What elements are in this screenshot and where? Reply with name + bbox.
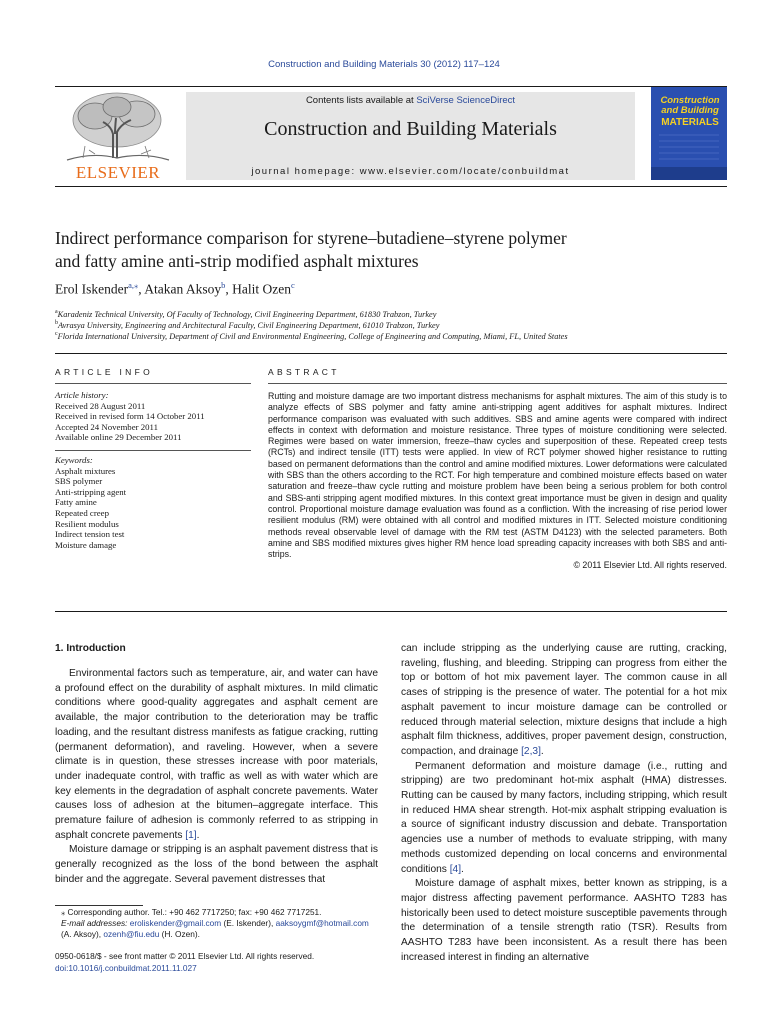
header-separator <box>55 353 727 354</box>
abstract-body <box>268 391 727 572</box>
keyword-item: Moisture damage <box>55 539 117 550</box>
history-received: Received 28 August 2011 <box>55 400 146 411</box>
keyword-item: SBS polymer <box>55 476 103 487</box>
body-left-column <box>55 667 378 888</box>
abstract-heading: ABSTRACT <box>268 367 340 377</box>
paragraph-text: Permanent deformation and moisture damage (i.e., rutting and stripping) are two predominant hot-mix asphalt (HMA) distresses. Rutting can be caused by many factors, including stripping, which result in reduced HMA shear strength. Hot-mix asphalt stripping evaluation is a source of significant industry discussion and debate. Transportation agencies use a number of methods to evaluate stripping, with many methods customized depending on local concerns and environmental conditions <box>401 760 727 875</box>
cover-title-b: MATERIALS <box>661 117 719 128</box>
masthead-bottom-rule <box>55 186 727 187</box>
keyword-item: Asphalt mixtures <box>55 465 116 476</box>
author-name: Erol Iskender <box>55 281 129 297</box>
paragraph <box>401 760 727 878</box>
abstract-rule <box>268 383 727 384</box>
keyword-item: Fatty amine <box>55 497 97 508</box>
journal-name: Construction and Building Materials <box>264 118 557 140</box>
email-link[interactable]: eroliskender@gmail.com <box>129 918 222 929</box>
paragraph <box>55 667 378 843</box>
author-affil-mark[interactable]: a,⁎ <box>128 280 139 290</box>
article-info-panel <box>55 390 251 550</box>
paragraph-text: Environmental factors such as temperature, air, and water can have a profound effect on the durability of asphalt mixtures. In mild climatic conditions where good-quality aggregates and asphalt cement are available, the major contribution to the deterioration may be traffic loading, and the resultant distress manifests as fatigue cracking, rutting (permanent deformation), and raveling. However, when a severe climate is in question, these stresses increase with poor materials, under inadequate control, with traffic as well as with water which are key elements in the degradation of asphalt concrete pavements. Water causes loss of adhesion at the bitumen–aggregate interface. This premature failure of adhesion is commonly referred to as stripping in asphalt concrete pavements <box>55 668 378 841</box>
abstract-copyright: © 2011 Elsevier Ltd. All rights reserved. <box>573 560 727 571</box>
email-label: E-mail addresses: <box>61 918 130 929</box>
affil-mark: b <box>55 320 58 326</box>
affil-mark: a <box>55 309 58 315</box>
paragraph-text: can include stripping as the underlying cause are rutting, cracking, raveling, flushing, and bleeding. Stripping can progress from either the top or bottom of hot mix pavement layer. The common cause in all cases of stripping is the presence of water. The potential for a hot mix asphalt pavement to incur moisture damage can be controlled or reduced through material selection, mixture designs that include a high asphalt film thickness, additives, proper pavement design, construction, compaction, and drainage <box>401 643 727 757</box>
abstract-separator <box>55 611 727 612</box>
history-accepted: Accepted 24 November 2011 <box>55 421 159 432</box>
abstract-text: Rutting and moisture damage are two important distress mechanisms for asphalt mixtures. The aim of this study is to analyze effects of SBS polymer and fatty amine anti-stripping agent additives for asphalt mixtures. Indirect performance comparison was evaluated with such additives. SBS and amine agents were compared with indirect effects in context with deformation and moisture resistance. Three types of moisture conditioning were selected. Regimes were based on water immersion, freeze–thaw cycles and superposition of these. Repeated creep tests (RCTs) and indirect tensile (ITT) tests were applied. In view of RCT polymer showed higher resistance to rutting based on permanent deformations than the control and amine modified mixtures. Lower deformations were calculated with SBS than the others according to the RCT. For high temperature and combined moisture effects based on water saturation and freeze–thaw cycle rutting and moisture problem have been being a serious problem for both control and SBS-anti stripping agent modified mixtures. In this context great importance must be given in design and quality control. Proportional moisture damage evaluation was found as a confliction. With the increasing of rise period lower resilient modulus (RM) were obtained with all control and modified mixtures in ITT. Selected moisture conditioning methods reveal observable level of damage with the RM test (ASTM D4123) with the selected parameters. Both amine and SBS modified mixtures gives higher RM hence load spreading capacity increases with both SBS and anti-strips. <box>268 391 727 560</box>
body-right-column <box>401 642 727 965</box>
title-line-1: Indirect performance comparison for styrene–butadiene–styrene polymer <box>55 228 567 248</box>
masthead-top-rule <box>55 86 727 87</box>
journal-cover-thumbnail[interactable] <box>651 87 727 180</box>
footnote <box>55 907 378 941</box>
paragraph-end: . <box>540 745 544 757</box>
author-sep: , <box>138 281 145 297</box>
cover-title-a: Construction and Building <box>660 95 720 116</box>
citation-link[interactable]: [4] <box>449 863 462 875</box>
author-name: Halit Ozen <box>232 281 292 297</box>
affil-text: Karadeniz Technical University, Of Faculty of Technology, Civil Engineering Department, 61830 Trabzon, Turkey <box>57 309 437 319</box>
email-addresses <box>55 918 378 940</box>
author-list <box>55 280 295 298</box>
keyword-item: Repeated creep <box>55 507 109 518</box>
paragraph: Moisture damage of asphalt mixes, better known as stripping, is a major distress affecting pavement performance. AASHTO T283 has historically been used to detect moisture susceptible pavements through the determination of a tensile strength ratio (TSR). Results from AASHTO T283 have been inconsistent. As a result there has been increased interest in finding an alternative <box>401 878 727 963</box>
affil-mark: c <box>55 331 58 337</box>
front-matter-meta <box>55 951 314 974</box>
affiliation-c <box>55 329 568 342</box>
author-affil-mark[interactable]: c <box>291 280 295 290</box>
email-owner: (E. Iskender), <box>221 918 276 929</box>
author-affil-mark[interactable]: b <box>221 280 226 290</box>
keyword-item: Anti-stripping agent <box>55 486 127 497</box>
cover-grid-icon <box>659 131 719 165</box>
cover-footer-bar <box>651 167 727 180</box>
paragraph-end: . <box>461 863 464 875</box>
keyword-item: Indirect tension test <box>55 529 125 540</box>
email-link[interactable]: ozenh@fiu.edu <box>103 929 160 940</box>
journal-citation[interactable]: Construction and Building Materials 30 (2012) 117–124 <box>268 59 500 70</box>
title-line-2: and fatty amine anti-strip modified asphalt mixtures <box>55 251 419 271</box>
elsevier-wordmark: ELSEVIER <box>75 163 161 182</box>
article-title <box>55 227 695 273</box>
citation-link[interactable]: [1] <box>185 829 197 841</box>
keywords-rule <box>55 450 251 451</box>
affil-text: Avrasya University, Engineering and Architectural Faculty, Civil Engineering Department, 61010 Trabzon, Turkey <box>58 320 440 330</box>
article-info-heading: ARTICLE INFO <box>55 367 154 377</box>
footnote-rule <box>55 905 143 906</box>
section-heading-introduction: 1. Introduction <box>55 643 126 654</box>
history-online: Available online 29 December 2011 <box>55 432 182 443</box>
history-heading: Article history: <box>55 390 109 400</box>
author-name: Atakan Aksoy <box>144 281 222 297</box>
info-rule <box>55 383 251 384</box>
email-link[interactable]: aaksoygmf@hotmail.com <box>275 918 369 929</box>
doi-link[interactable]: doi:10.1016/j.conbuildmat.2011.11.027 <box>55 962 197 973</box>
email-owner: (A. Aksoy), <box>61 929 104 940</box>
email-owner: (H. Ozen). <box>159 929 200 940</box>
citation-link[interactable]: [2,3] <box>521 745 541 757</box>
issn-line: 0950-0618/$ - see front matter © 2011 Elsevier Ltd. All rights reserved. <box>55 951 315 961</box>
contents-line <box>186 95 635 106</box>
author-sep: , <box>225 281 233 297</box>
affil-text: Florida International University, Department of Civil and Environmental Engineering, College of Engineering and Computing, Miami, FL, United States <box>57 331 568 341</box>
journal-homepage[interactable]: journal homepage: www.elsevier.com/locate/conbuildmat <box>251 166 570 177</box>
corresponding-author-note: ⁎ Corresponding author. Tel.: +90 462 7717250; fax: +90 462 7717251. <box>61 907 322 917</box>
history-revised: Received in revised form 14 October 2011 <box>55 411 205 422</box>
keyword-item: Resilient modulus <box>55 518 119 529</box>
paragraph-end: . <box>196 829 200 841</box>
paragraph <box>401 642 727 760</box>
keywords-heading: Keywords: <box>55 454 93 465</box>
paragraph: Moisture damage or stripping is an asphalt pavement distress that is generally recognized as the loss of the bond between the asphalt binder and the aggregate. Several pavement distresses that <box>55 844 378 885</box>
sciencedirect-link[interactable]: SciVerse ScienceDirect <box>416 95 516 106</box>
contents-prefix: Contents lists available at <box>305 95 417 106</box>
